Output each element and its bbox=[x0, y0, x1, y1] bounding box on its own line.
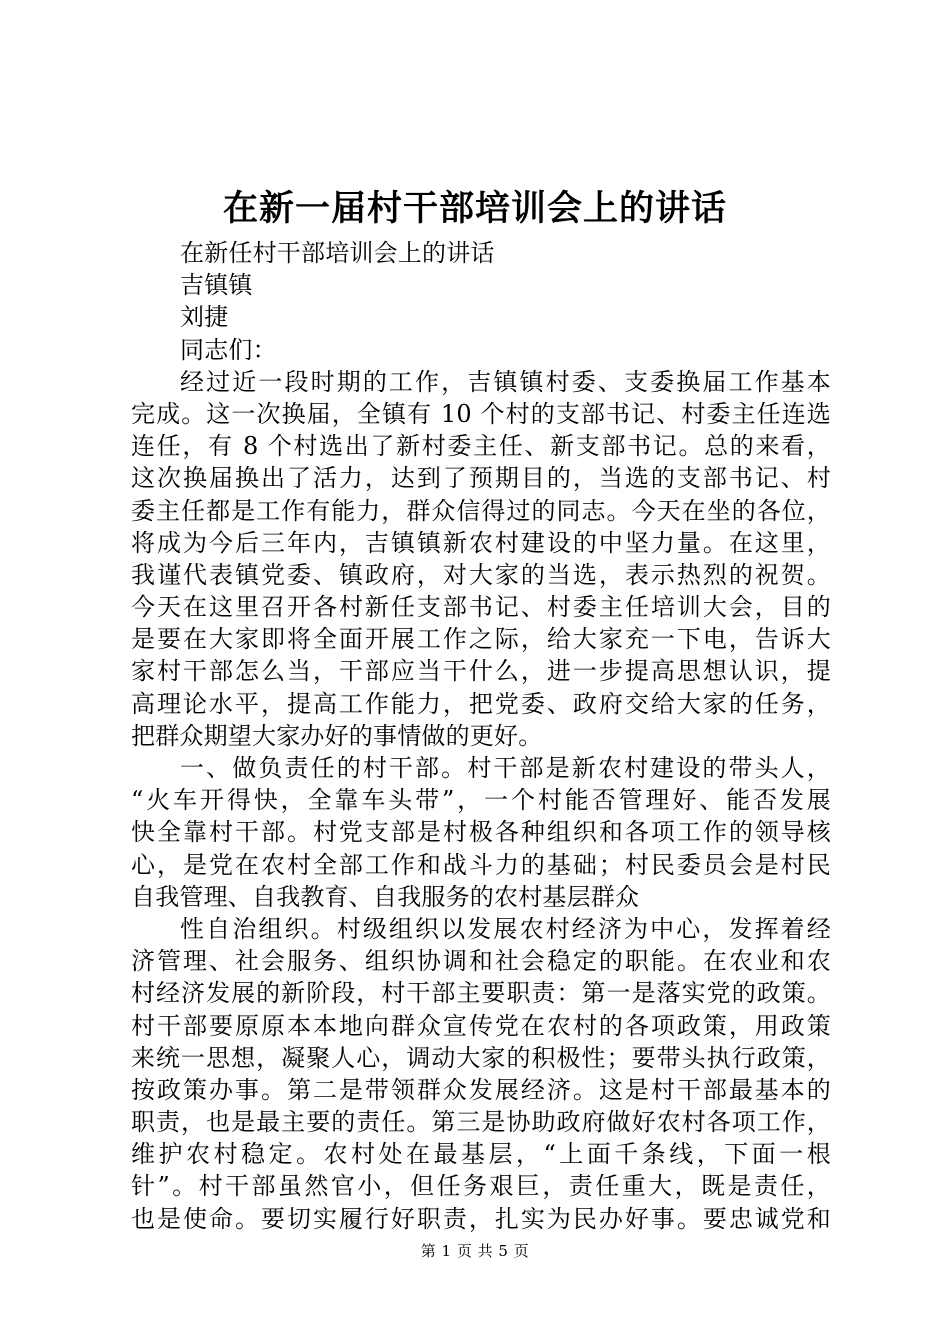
text-line: 职责，也是最主要的责任。第三是协助政府做好农村各项工作， bbox=[131, 1108, 831, 1137]
text-line: 快全靠村干部。村党支部是村极各种组织和各项工作的领导核 bbox=[131, 818, 831, 847]
document-title: 在新一届村干部培训会上的讲话 bbox=[222, 188, 727, 229]
text-line: 我谨代表镇党委、镇政府，对大家的当选，表示热烈的祝贺。 bbox=[131, 560, 831, 589]
text-line: 自我管理、自我教育、自我服务的农村基层群众 bbox=[131, 882, 640, 911]
text-line: 性自治组织。村级组织以发展农村经济为中心，发挥着经 bbox=[180, 914, 831, 943]
document-body bbox=[131, 237, 831, 1235]
text-line: 同志们： bbox=[180, 335, 277, 364]
text-line: 经过近一段时期的工作，吉镇镇村委、支委换届工作基本 bbox=[180, 367, 831, 396]
text-line: 完成。这一次换届，全镇有 10 个村的支部书记、村委主任连选 bbox=[131, 399, 831, 428]
text-line: 委主任都是工作有能力，群众信得过的同志。今天在坐的各位， bbox=[131, 496, 831, 525]
text-line: 济管理、社会服务、组织协调和社会稳定的职能。在农业和农 bbox=[131, 947, 831, 976]
text-line: 这次换届换出了活力，达到了预期目的，当选的支部书记、村 bbox=[131, 464, 831, 493]
text-line: 今天在这里召开各村新任支部书记、村委主任培训大会，目的 bbox=[131, 593, 831, 622]
text-line: 一、做负责任的村干部。村干部是新农村建设的带头人， bbox=[180, 754, 831, 782]
text-line: 刘捷 bbox=[180, 303, 229, 332]
text-line: 将成为今后三年内，吉镇镇新农村建设的中坚力量。在这里， bbox=[131, 528, 831, 557]
text-line: 村干部要原原本本地向群众宣传党在农村的各项政策，用政策 bbox=[131, 1011, 831, 1040]
text-line: 吉镇镇 bbox=[180, 271, 253, 300]
text-line: 是要在大家即将全面开展工作之际，给大家充一下电，告诉大 bbox=[131, 625, 831, 654]
page-footer: 第 1 页 共 5 页 bbox=[420, 1242, 530, 1260]
text-line: 连任，有 8 个村选出了新村委主任、新支部书记。总的来看， bbox=[131, 432, 831, 461]
text-line: 家村干部怎么当，干部应当干什么，进一步提高思想认识，提 bbox=[131, 657, 831, 686]
text-line: 心，是党在农村全部工作和战斗力的基础；村民委员会是村民 bbox=[131, 850, 831, 879]
text-line: 按政策办事。第二是带领群众发展经济。这是村干部最基本的 bbox=[131, 1075, 831, 1104]
text-line: 高理论水平，提高工作能力，把党委、政府交给大家的任务， bbox=[131, 689, 831, 718]
text-line: 维护农村稳定。农村处在最基层，“上面千条线，下面一根 bbox=[131, 1140, 831, 1169]
text-line: 村经济发展的新阶段，村干部主要职责：第一是落实党的政策。 bbox=[131, 979, 831, 1008]
text-line: 针”。村干部虽然官小，但任务艰巨，责任重大，既是责任， bbox=[131, 1172, 831, 1201]
text-line: 在新任村干部培训会上的讲话 bbox=[180, 239, 495, 267]
text-line: 也是使命。要切实履行好职责，扎实为民办好事。要忠诚党和 bbox=[131, 1204, 831, 1233]
text-line: 把群众期望大家办好的事情做的更好。 bbox=[131, 721, 543, 750]
text-line: 来统一思想，凝聚人心，调动大家的积极性；要带头执行政策， bbox=[131, 1043, 831, 1072]
text-line: “火车开得快，全靠车头带”，一个村能否管理好、能否发展 bbox=[131, 786, 831, 815]
